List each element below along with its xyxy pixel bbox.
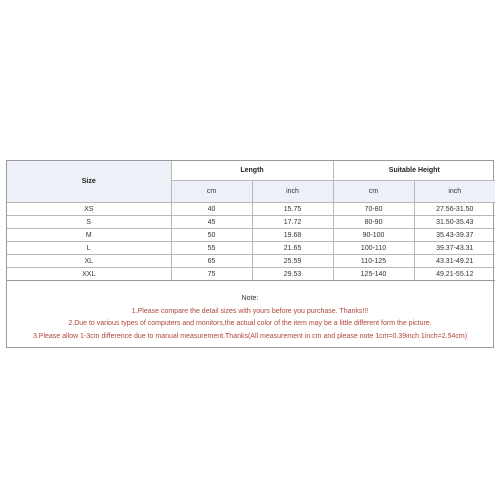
cell-length-inch: 17.72	[252, 216, 333, 229]
size-table	[7, 161, 495, 281]
cell-height-inch: 35.43-39.37	[414, 229, 495, 242]
cell-height-cm: 110-125	[333, 255, 414, 268]
cell-height-inch: 49.21-55.12	[414, 268, 495, 281]
table-row	[7, 255, 495, 268]
header-suitable-height: Suitable Height	[333, 161, 495, 181]
cell-size: XS	[7, 203, 171, 216]
cell-height-inch: 27.56-31.50	[414, 203, 495, 216]
header-height-inch: inch	[414, 181, 495, 203]
note-line-3: 3.Please allow 1-3cm difference due to manual measurement.Thanks(All measurement in cm and please note 1cm=0.39inch 1inch=2.54cm)	[32, 332, 468, 340]
cell-length-inch: 29.53	[252, 268, 333, 281]
header-length-cm: cm	[171, 181, 252, 203]
cell-length-cm: 45	[171, 216, 252, 229]
cell-height-cm: 100-110	[333, 242, 414, 255]
header-length: Length	[171, 161, 333, 181]
header-size: Size	[7, 161, 171, 203]
cell-height-inch: 43.31-49.21	[414, 255, 495, 268]
cell-size: XL	[7, 255, 171, 268]
notes-section	[7, 281, 493, 347]
cell-size: S	[7, 216, 171, 229]
cell-length-cm: 50	[171, 229, 252, 242]
cell-size: L	[7, 242, 171, 255]
note-line-2: 2.Due to various types of computers and monitors,the actual color of the item may be a little different form the picture.	[68, 320, 432, 327]
cell-size: XXL	[7, 268, 171, 281]
cell-length-inch: 15.75	[252, 203, 333, 216]
note-line-1: 1.Please compare the detail sizes with yours before you purchase. Thanks!!!	[131, 307, 369, 315]
table-row	[7, 242, 495, 255]
cell-length-inch: 19.68	[252, 229, 333, 242]
cell-height-inch: 39.37-43.31	[414, 242, 495, 255]
table-row	[7, 268, 495, 281]
note-title: Note:	[241, 295, 259, 302]
cell-height-cm: 80-90	[333, 216, 414, 229]
cell-length-cm: 40	[171, 203, 252, 216]
cell-height-cm: 90-100	[333, 229, 414, 242]
cell-length-cm: 55	[171, 242, 252, 255]
cell-height-cm: 70-80	[333, 203, 414, 216]
size-chart	[6, 160, 494, 348]
cell-length-inch: 25.59	[252, 255, 333, 268]
table-row	[7, 203, 495, 216]
table-row	[7, 216, 495, 229]
header-length-inch: inch	[252, 181, 333, 203]
cell-length-inch: 21.65	[252, 242, 333, 255]
table-row	[7, 229, 495, 242]
header-height-cm: cm	[333, 181, 414, 203]
cell-height-inch: 31.50-35.43	[414, 216, 495, 229]
cell-length-cm: 65	[171, 255, 252, 268]
cell-height-cm: 125-140	[333, 268, 414, 281]
cell-size: M	[7, 229, 171, 242]
cell-length-cm: 75	[171, 268, 252, 281]
